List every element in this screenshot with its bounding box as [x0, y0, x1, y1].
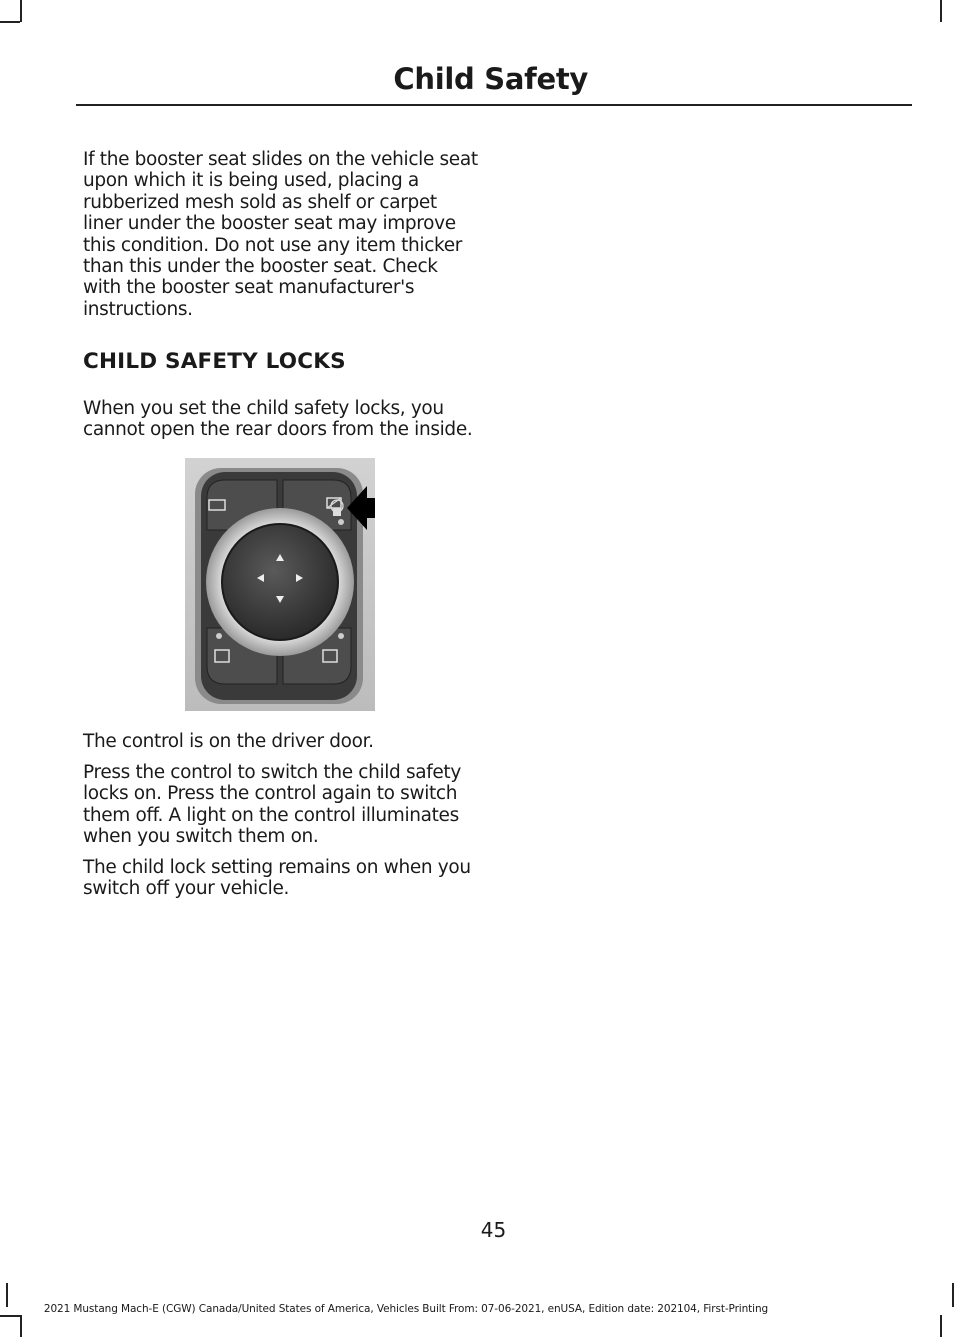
body-paragraph: Press the control to switch the child safety locks on. Press the control again to switch them off. A light on the control illuminates when you switch them on.	[83, 762, 461, 848]
intro-block	[83, 149, 478, 320]
crop-mark	[20, 0, 22, 22]
intro-paragraph: If the booster seat slides on the vehicle seat upon which it is being used, placing a rubberized mesh sold as shelf or carpet liner under the booster seat may improve this condition. Do not use any item thicker than this under the booster seat. Check with the booster seat manufacturer's instructions.	[83, 149, 478, 320]
crop-mark	[0, 1315, 20, 1317]
crop-mark	[0, 21, 20, 23]
paragraph-block-3	[83, 857, 478, 900]
footer-edition-line: 2021 Mustang Mach-E (CGW) Canada/United States of America, Vehicles Built From: 07-06-2021, enUSA, Edition date: 202104, First-Printing	[43, 1303, 769, 1315]
header-divider	[76, 104, 912, 106]
crop-mark	[952, 1283, 954, 1307]
door-control-illustration	[185, 458, 375, 711]
page-number: 45	[480, 1218, 507, 1242]
paragraph-block-2	[83, 762, 478, 848]
crop-mark	[20, 1315, 22, 1337]
door-control-figure	[185, 458, 375, 711]
section-intro-block	[83, 398, 478, 441]
crop-mark	[940, 1315, 942, 1337]
crop-mark	[940, 0, 942, 22]
paragraph-block-1	[83, 731, 478, 752]
body-paragraph: The child lock setting remains on when you switch off your vehicle.	[83, 857, 471, 900]
section-heading: CHILD SAFETY LOCKS	[83, 349, 346, 374]
section-heading-block	[83, 349, 478, 374]
section-intro-paragraph: When you set the child safety locks, you cannot open the rear doors from the inside.	[83, 398, 473, 441]
page-title: Child Safety	[393, 62, 588, 96]
body-paragraph: The control is on the driver door.	[83, 731, 374, 752]
